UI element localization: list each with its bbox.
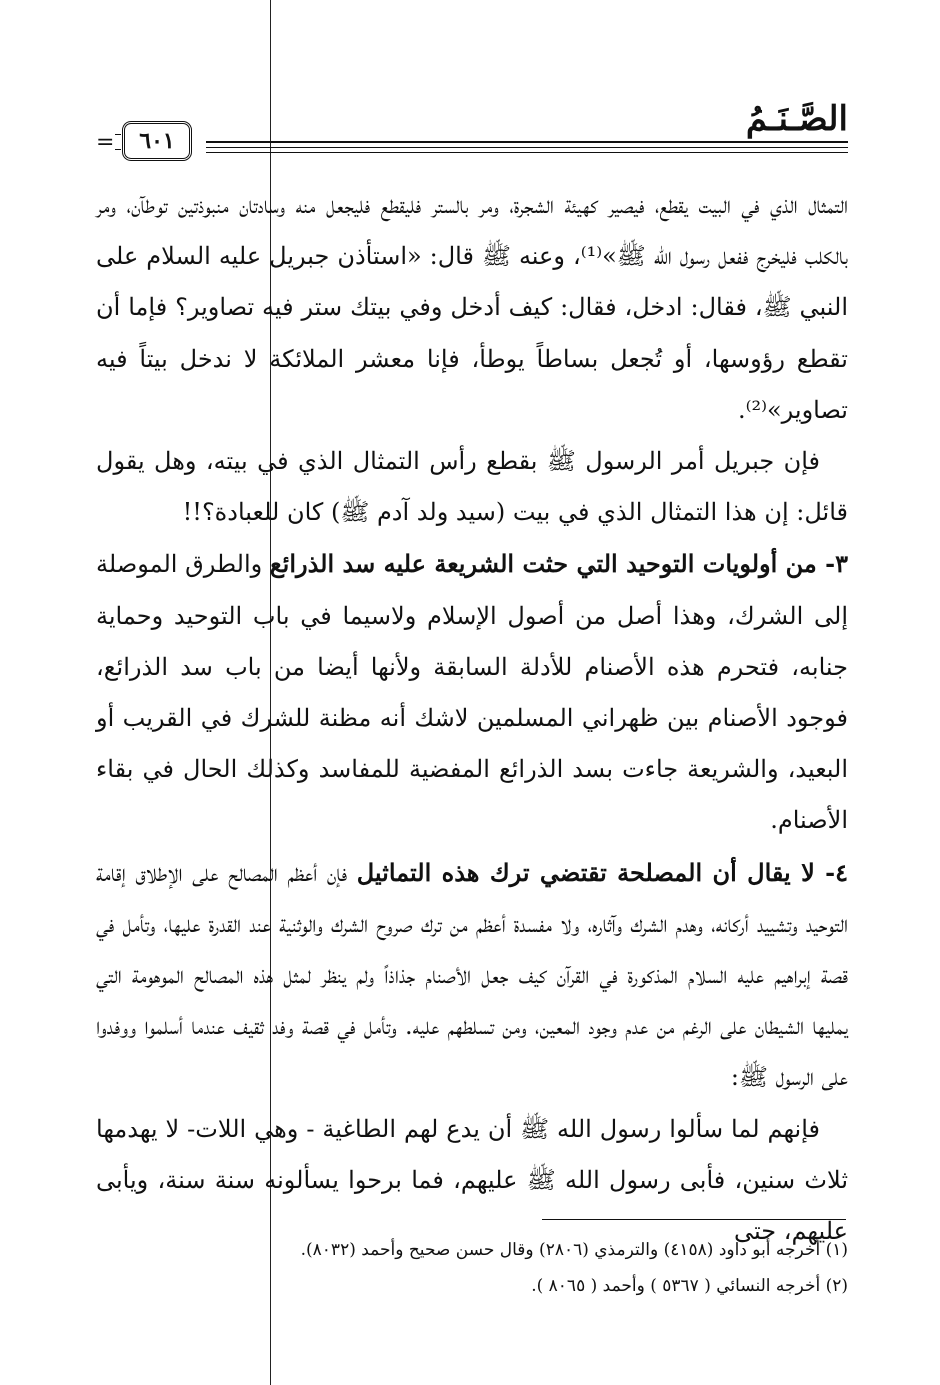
point-3-text: والطرق الموصلة إلى الشرك، وهذا أصل من أصول الإسلام ولاسيما في باب التوحيد وحماية جنابه، فتحرم هذه الأصنام للأدلة السابقة ولأنها أيضا من باب سد الذرائع، فوجود الأصنام بين ظهراني المسلمين لاشك أنه مظنة للشرك في القريب أو البعيد، والشريعة جاءت بسد الذرائع المفضية للمفاسد وكذلك الحال في بقاء الأصنام. <box>96 550 848 835</box>
body-text <box>96 180 848 1257</box>
page-header <box>96 95 848 175</box>
paragraph-jibril: فإن جبريل أمر الرسول ﷺ بقطع رأس التمثال الذي في بيته، وهل يقول قائل: إن هذا التمثال الذي في بيت (سيد ولد آدم ﷺ) كان للعبادة؟!! <box>96 447 848 527</box>
footnote-2: (٢) أخرجه النسائي ( ٥٣٦٧ ) وأحمد ( ٨٠٦٥ ). <box>531 1276 848 1296</box>
footnote-separator <box>542 1219 846 1220</box>
paragraph-hadith: التمثال الذي في البيت يقطع، فيصير كهيئة الشجرة، ومر بالستر فليقطع فليجعل منه وسادتان منبوذتين توطآن، ومر بالكلب فليخرج ففعل رسول الله ﷺ»⁽¹⁾، وعنه ﷺ قال: «استأذن جبريل عليه السلام على النبي ﷺ، فقال: ادخل، فقال: كيف أدخل وفي بيتك ستر فيه تصاوير؟ فإما أن تقطع رؤوسها، أو تُجعل بساطاً يوطأ، فإنا معشر الملائكة لا ندخل بيتاً فيه تصاوير»⁽²⁾. <box>96 191 848 424</box>
footnotes <box>96 1232 848 1304</box>
header-rule-thin <box>206 147 848 148</box>
header-rule-thick <box>206 141 848 143</box>
footnote-1: (١) أخرجه أبو داود (٤١٥٨) والترمذي (٢٨٠٦) وقال حسن صحيح وأحمد (٨٠٣٢). <box>300 1240 848 1260</box>
page-number: ٦٠١ <box>122 121 192 161</box>
header-ornament: = <box>96 130 115 155</box>
header-rule-thin-lower <box>206 152 848 153</box>
paragraph-point-3 <box>96 538 848 846</box>
paragraph-point-4 <box>96 847 848 1104</box>
point-4-heading: ٤- لا يقال أن المصلحة تقتضي ترك هذه التماثيل <box>356 857 848 887</box>
header-rules <box>206 141 848 155</box>
point-3-heading: ٣- من أولويات التوحيد التي حثت الشريعة عليه سد الذرائع <box>269 549 849 579</box>
point-4-text: فإن أعظم المصالح على الإطلاق إقامة التوحيد وتشييد أركانه، وهدم الشرك وآثاره، ولا مفسدة أعظم من ترك صروح الشرك والوثنية عند القدرة عليها، وتأمل في قصة إبراهيم عليه السلام المذكورة في القرآن كيف جعل الأصنام جذاذاً ولم ينظر لمثل هذه المصالح الموهومة التي يمليها الشيطان على الرغم من عدم وجود المعين، ومن تسلطهم عليه. وتأمل في قصة وفد ثقيف عندما أسلموا ووفدوا على الرسول ﷺ: <box>96 858 848 1092</box>
book-title: الصَّـنَـمُ <box>745 99 848 139</box>
paragraph-thaqif: فإنهم لما سألوا رسول الله ﷺ أن يدع لهم الطاغية - وهي اللات- لا يهدمها ثلاث سنين، فأبى رسول الله ﷺ عليهم، فما برحوا يسألونه سنة سنة، ويأبى عليهم، حتى <box>96 1114 848 1246</box>
